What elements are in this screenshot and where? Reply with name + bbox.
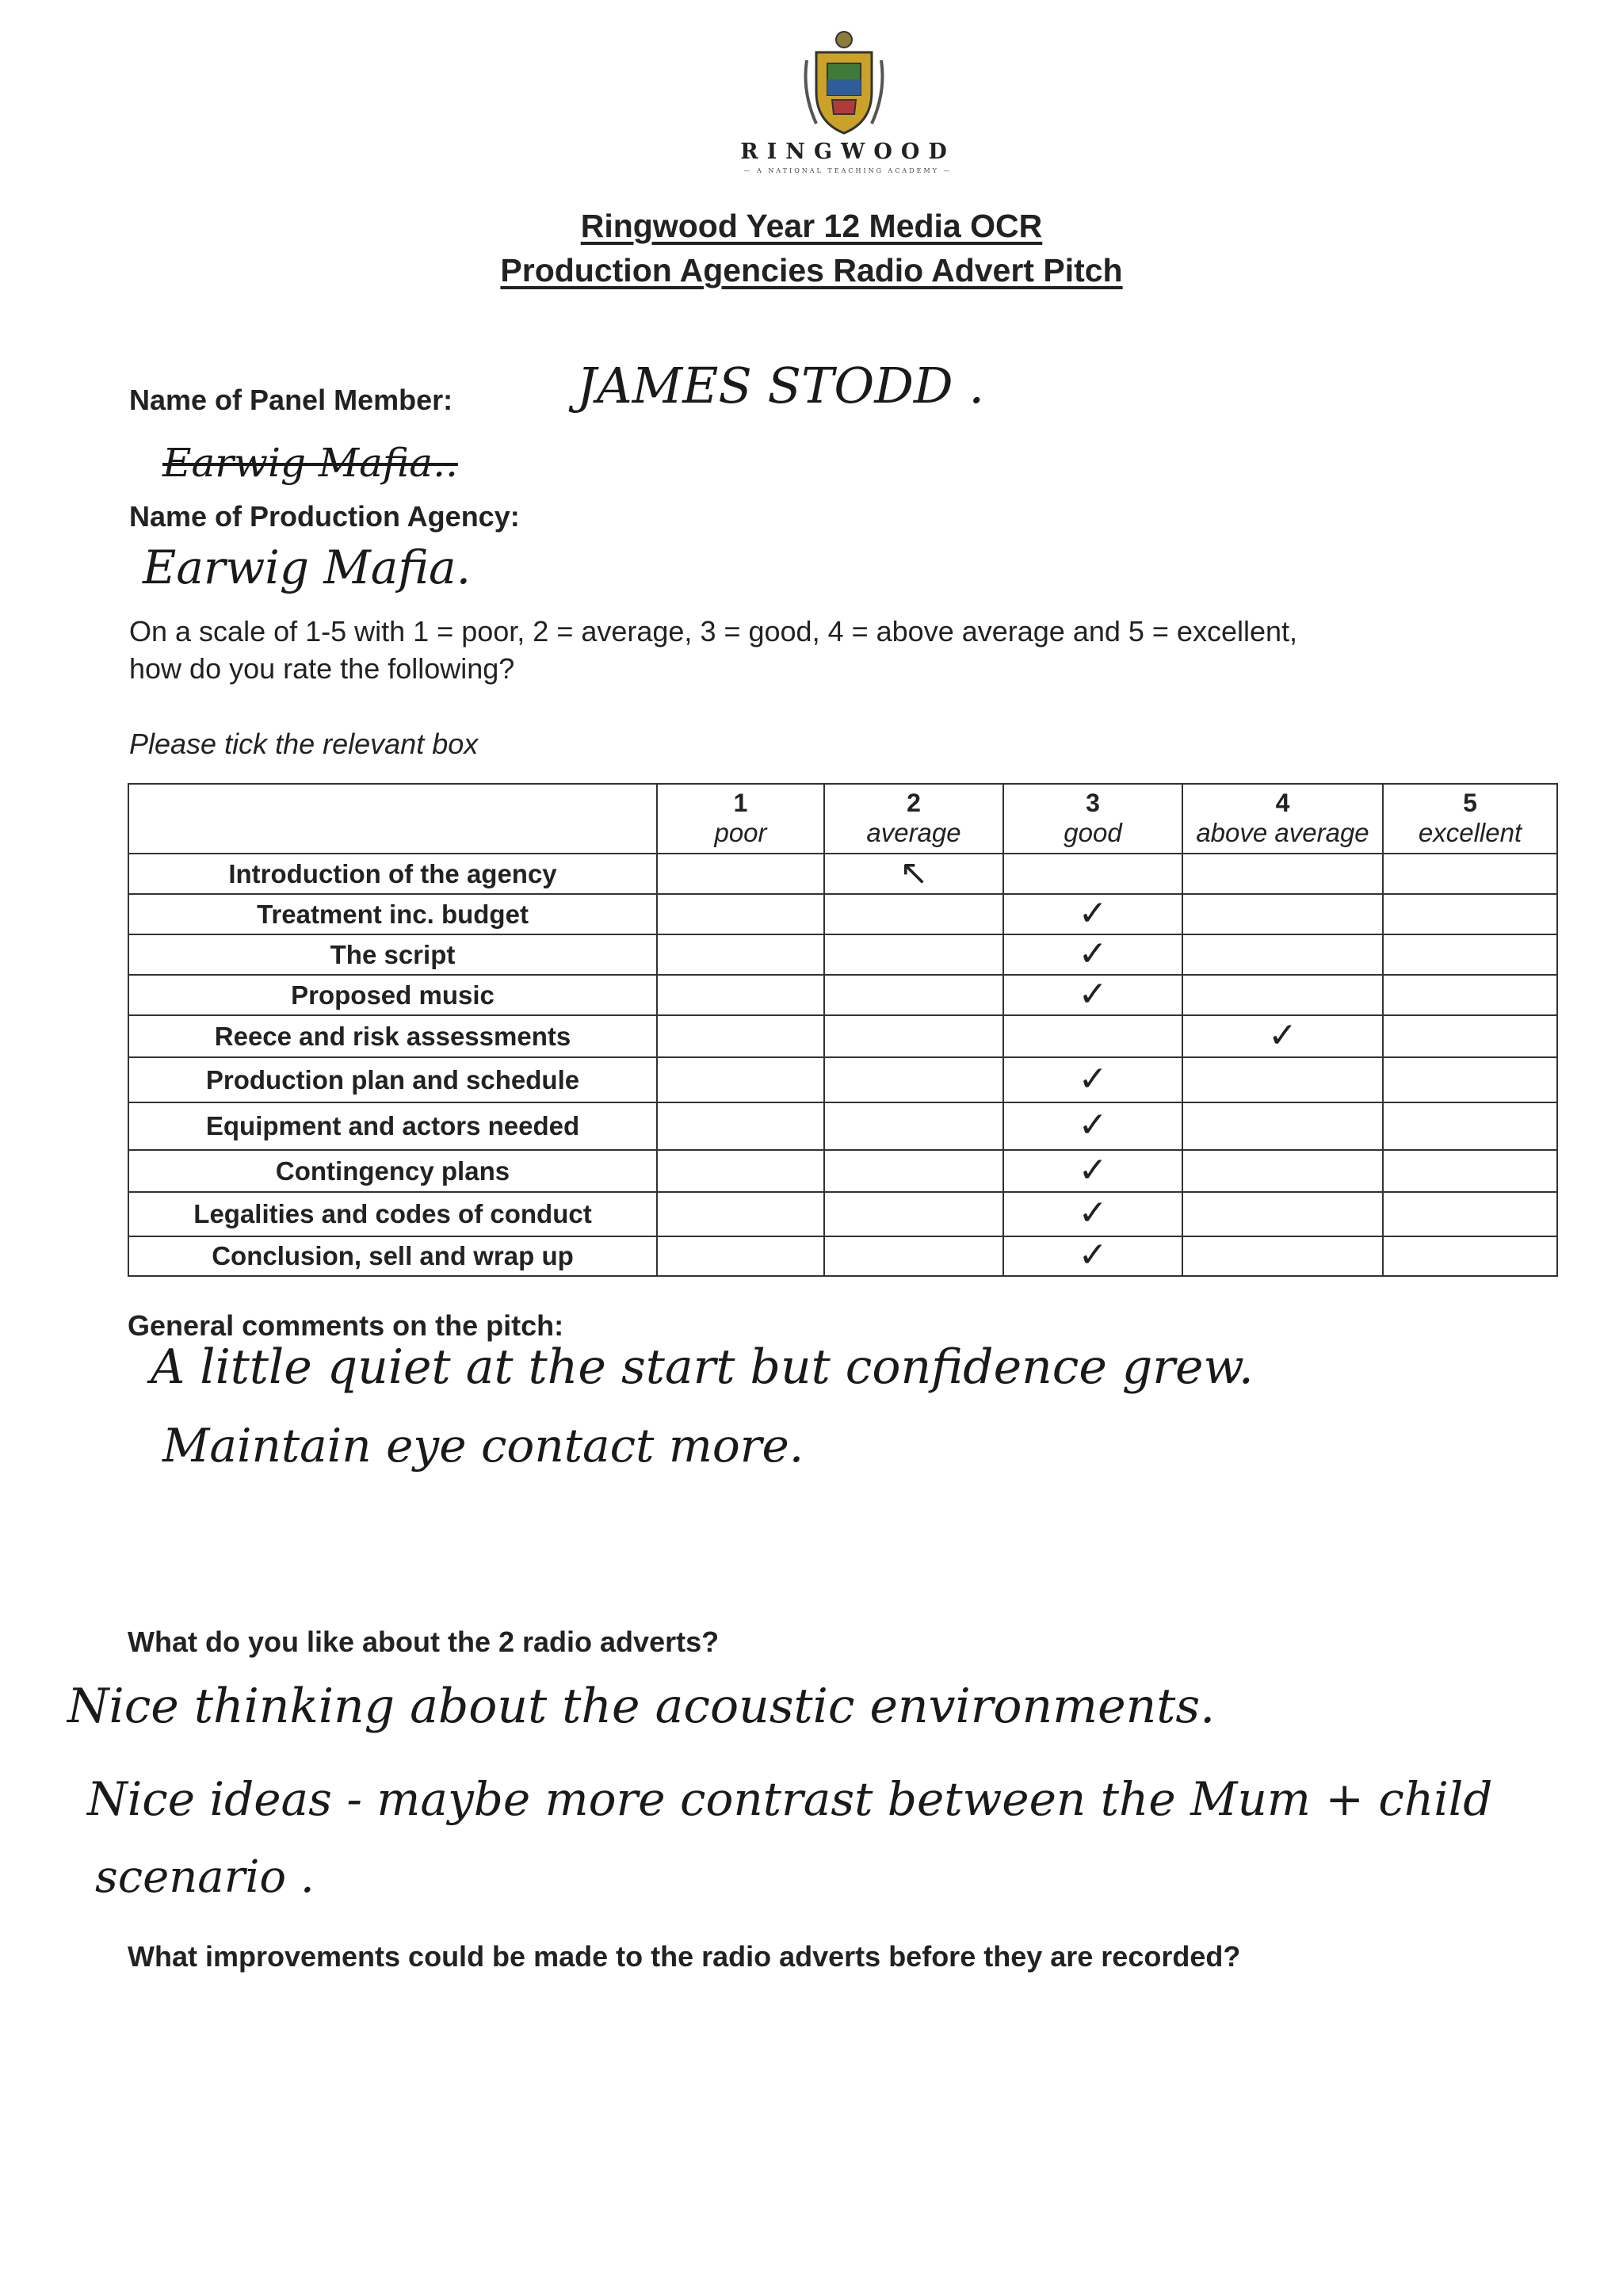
- rating-cell-2[interactable]: [824, 1192, 1003, 1236]
- tick-mark: ✓: [1078, 1235, 1108, 1275]
- rating-column-header: [824, 784, 1003, 854]
- page-title: Ringwood Year 12 Media OCR: [580, 208, 1043, 244]
- rating-column-number: 4: [1275, 789, 1290, 817]
- general-comment-line: Maintain eye contact more.: [162, 1419, 804, 1473]
- page-subtitle: Production Agencies Radio Advert Pitch: [500, 252, 1123, 288]
- rating-row: [128, 894, 1557, 934]
- rating-cell-2[interactable]: [824, 894, 1003, 934]
- tick-mark: ✓: [1078, 1193, 1108, 1233]
- criterion-label: Treatment inc. budget: [128, 894, 657, 934]
- tick-mark: ✓: [1078, 973, 1108, 1014]
- criterion-label: Proposed music: [128, 975, 657, 1015]
- rating-row: [128, 934, 1557, 975]
- criterion-label: Equipment and actors needed: [128, 1102, 657, 1150]
- rating-cell-3[interactable]: [1003, 1236, 1182, 1276]
- rating-cell-1[interactable]: [657, 975, 824, 1015]
- rating-cell-4[interactable]: [1182, 1150, 1383, 1192]
- rating-cell-3[interactable]: [1003, 975, 1182, 1015]
- rating-row: [128, 1236, 1557, 1276]
- rating-cell-2[interactable]: [824, 1057, 1003, 1102]
- rating-cell-3[interactable]: [1003, 1150, 1182, 1192]
- rating-cell-1[interactable]: [657, 1192, 824, 1236]
- rating-column-label: excellent: [1418, 818, 1522, 847]
- rating-cell-4[interactable]: [1182, 1057, 1383, 1102]
- rating-cell-5[interactable]: [1383, 975, 1557, 1015]
- rating-cell-2[interactable]: [824, 1102, 1003, 1150]
- rating-cell-3[interactable]: [1003, 934, 1182, 975]
- rating-header-row: [128, 784, 1557, 854]
- rating-column-label: good: [1064, 818, 1122, 847]
- rating-cell-2[interactable]: [824, 854, 1003, 894]
- tick-mark: ✓: [1268, 1014, 1297, 1056]
- rating-column-header: [657, 784, 824, 854]
- rating-cell-5[interactable]: [1383, 894, 1557, 934]
- rating-cell-5[interactable]: [1383, 1015, 1557, 1057]
- tick-mark: ✓: [1078, 933, 1108, 974]
- rating-cell-4[interactable]: [1182, 1102, 1383, 1150]
- likes-comment-line: Nice thinking about the acoustic environments.: [67, 1679, 1216, 1734]
- criteria-header-cell: [128, 784, 657, 854]
- tick-mark: ✓: [1078, 1058, 1108, 1099]
- scale-instructions-line2: how do you rate the following?: [129, 652, 515, 685]
- rating-column-label: above average: [1196, 818, 1369, 847]
- tick-instruction: Please tick the relevant box: [129, 728, 479, 760]
- rating-cell-1[interactable]: [657, 1150, 824, 1192]
- criterion-label: Reece and risk assessments: [128, 1015, 657, 1057]
- school-name: RINGWOOD: [740, 139, 956, 164]
- school-tagline: — A NATIONAL TEACHING ACADEMY —: [743, 167, 953, 174]
- rating-cell-4[interactable]: [1182, 894, 1383, 934]
- rating-row: [128, 1192, 1557, 1236]
- criterion-label: Contingency plans: [128, 1150, 657, 1192]
- rating-cell-4[interactable]: [1182, 1015, 1383, 1057]
- rating-cell-3[interactable]: [1003, 1102, 1182, 1150]
- rating-row: [128, 1150, 1557, 1192]
- criterion-label: The script: [128, 934, 657, 975]
- tick-mark: ✓: [1078, 1105, 1108, 1145]
- rating-column-label: poor: [714, 818, 767, 847]
- rating-table-body: [128, 854, 1557, 1276]
- rating-cell-5[interactable]: [1383, 934, 1557, 975]
- likes-label: What do you like about the 2 radio adverts?: [128, 1626, 720, 1658]
- rating-column-header: [1003, 784, 1182, 854]
- scale-instructions-line1: On a scale of 1-5 with 1 = poor, 2 = average, 3 = good, 4 = above average and 5 = excellent,: [129, 615, 1298, 648]
- rating-cell-1[interactable]: [657, 1015, 824, 1057]
- rating-cell-5[interactable]: [1383, 1057, 1557, 1102]
- rating-cell-1[interactable]: [657, 894, 824, 934]
- tick-mark: ✓: [1078, 892, 1108, 934]
- rating-row: [128, 975, 1557, 1015]
- likes-comment-line: scenario .: [95, 1851, 315, 1903]
- tick-mark: ✓: [1078, 1149, 1108, 1190]
- rating-row: [128, 854, 1557, 894]
- general-comment-line: A little quiet at the start but confidence grew.: [151, 1339, 1254, 1395]
- rating-cell-2[interactable]: [824, 1015, 1003, 1057]
- criterion-label: Conclusion, sell and wrap up: [128, 1236, 657, 1276]
- agency-value: Earwig Mafia.: [143, 541, 472, 594]
- rating-cell-5[interactable]: [1383, 1102, 1557, 1150]
- rating-cell-4[interactable]: [1182, 934, 1383, 975]
- rating-row: [128, 1015, 1557, 1057]
- rating-column-header: [1383, 784, 1557, 854]
- likes-comment-line: Nice ideas - maybe more contrast between the Mum + child: [87, 1772, 1493, 1826]
- panel-member-label: Name of Panel Member:: [129, 384, 453, 416]
- rating-column-number: 2: [907, 789, 921, 817]
- rating-cell-1[interactable]: [657, 854, 824, 894]
- criterion-label: Introduction of the agency: [128, 854, 657, 894]
- rating-cell-4[interactable]: [1182, 854, 1383, 894]
- rating-table: [128, 783, 1558, 1277]
- rating-column-number: 1: [733, 789, 748, 817]
- general-comments-label: General comments on the pitch:: [128, 1309, 564, 1342]
- rating-cell-5[interactable]: [1383, 854, 1557, 894]
- criterion-label: Legalities and codes of conduct: [128, 1192, 657, 1236]
- rating-cell-2[interactable]: [824, 975, 1003, 1015]
- rating-cell-5[interactable]: [1383, 1236, 1557, 1276]
- rating-column-number: 5: [1463, 789, 1477, 817]
- agency-label: Name of Production Agency:: [129, 500, 520, 533]
- rating-cell-3[interactable]: [1003, 854, 1182, 894]
- improvements-label: What improvements could be made to the radio adverts before they are recorded?: [128, 1940, 1241, 1973]
- rating-cell-3[interactable]: [1003, 1057, 1182, 1102]
- criterion-label: Production plan and schedule: [128, 1057, 657, 1102]
- rating-column-label: average: [866, 818, 961, 847]
- rating-cell-3[interactable]: [1003, 1192, 1182, 1236]
- rating-row: [128, 1102, 1557, 1150]
- rating-cell-4[interactable]: [1182, 1192, 1383, 1236]
- agency-scribble: Earwig Mafia..: [162, 440, 458, 486]
- rating-cell-3[interactable]: [1003, 1015, 1182, 1057]
- panel-member-value: JAMES STODD .: [577, 357, 985, 415]
- rating-cell-2[interactable]: [824, 1236, 1003, 1276]
- rating-column-number: 3: [1086, 789, 1100, 817]
- rating-cell-3[interactable]: [1003, 894, 1182, 934]
- rating-cell-1[interactable]: [657, 1236, 824, 1276]
- rating-cell-1[interactable]: [657, 1057, 824, 1102]
- tick-mark: ↖: [899, 852, 929, 893]
- school-crest-logo: [800, 29, 888, 139]
- rating-cell-1[interactable]: [657, 1102, 824, 1150]
- rating-cell-4[interactable]: [1182, 1236, 1383, 1276]
- rating-cell-2[interactable]: [824, 1150, 1003, 1192]
- rating-column-header: [1182, 784, 1383, 854]
- rating-cell-5[interactable]: [1383, 1150, 1557, 1192]
- rating-cell-4[interactable]: [1182, 975, 1383, 1015]
- rating-cell-5[interactable]: [1383, 1192, 1557, 1236]
- rating-cell-2[interactable]: [824, 934, 1003, 975]
- rating-row: [128, 1057, 1557, 1102]
- rating-cell-1[interactable]: [657, 934, 824, 975]
